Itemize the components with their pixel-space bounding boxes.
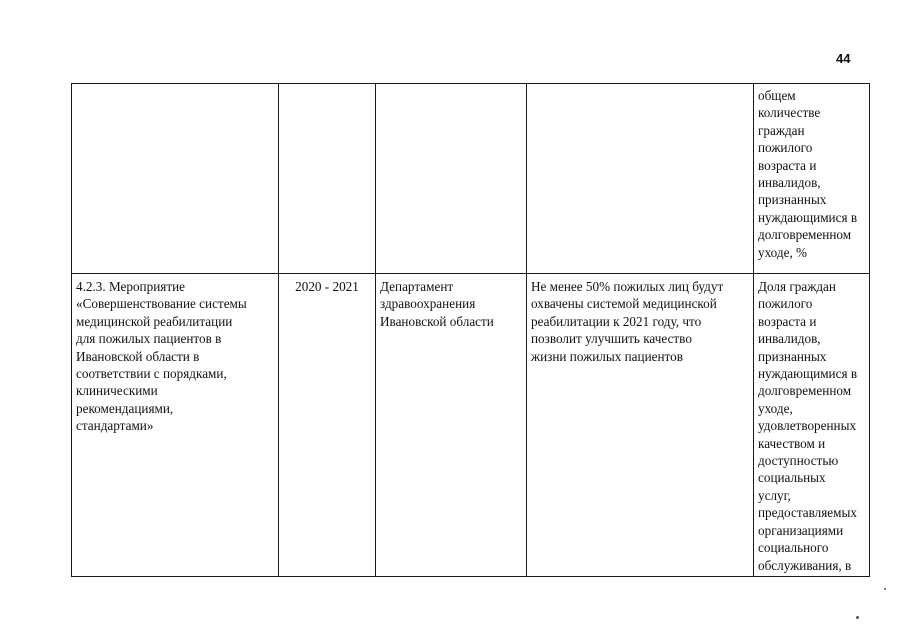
scan-speck (884, 588, 886, 590)
table-row (72, 84, 870, 274)
table-cell-result (527, 84, 754, 274)
table-cell-executor (376, 84, 527, 274)
table-cell-period (279, 84, 376, 274)
table-cell-indicator: общем количестве граждан пожилого возраста и инвалидов, признанных нуждающимися в долговременном уходе, % (754, 84, 870, 274)
scan-speck (856, 616, 859, 619)
table-cell-indicator: Доля граждан пожилого возраста и инвалидов, признанных нуждающимися в долговременном уходе, удовлетворенных качеством и доступностью социальных услуг, предоставляемых организациями социального обслуживания, в (754, 274, 870, 577)
table-cell-measure: 4.2.3. Мероприятие «Совершенствование системы медицинской реабилитации для пожилых пациентов в Ивановской области в соответствии с порядками, клиническими рекомендациями, стандартами» (72, 274, 279, 577)
table-cell-executor: Департамент здравоохранения Ивановской области (376, 274, 527, 577)
table-row (72, 274, 870, 577)
table-cell-result: Не менее 50% пожилых лиц будут охвачены системой медицинской реабилитации к 2021 году, что позволит улучшить качество жизни пожилых пациентов (527, 274, 754, 577)
page-number: 44 (836, 51, 851, 66)
table-cell-measure (72, 84, 279, 274)
measures-table (71, 83, 870, 577)
table-cell-period: 2020 - 2021 (279, 274, 376, 577)
